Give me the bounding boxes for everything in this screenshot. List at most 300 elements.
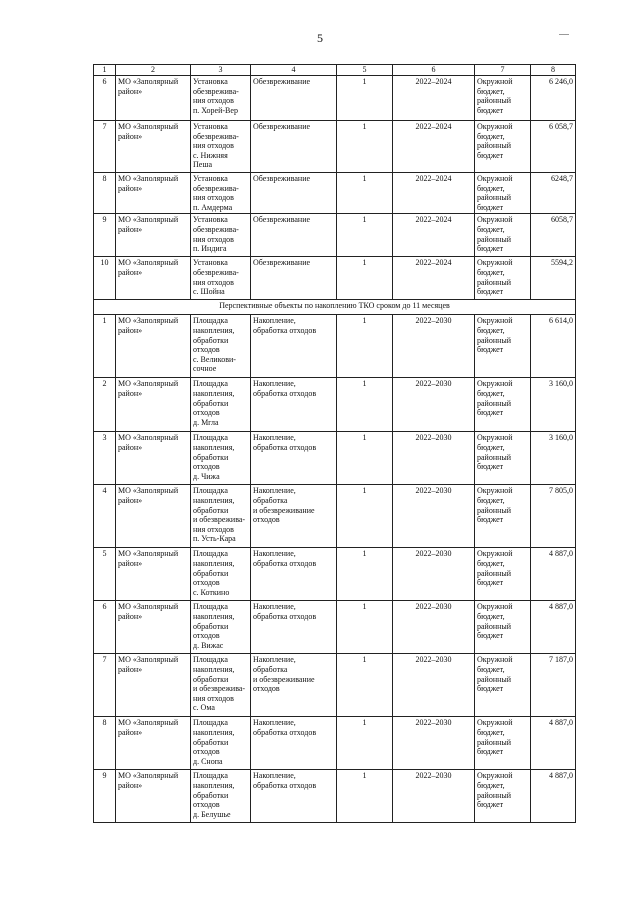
funding-source-cell	[475, 76, 531, 121]
purpose-line: обработка отходов	[253, 442, 317, 452]
purpose-cell	[251, 378, 337, 432]
period-cell: 2022–2030	[393, 548, 475, 601]
amount-cell: 3 160,0	[531, 378, 576, 432]
object-name-line: ния отходов	[193, 693, 234, 703]
municipality-cell	[116, 173, 191, 214]
funding-source-cell	[475, 378, 531, 432]
funding-source-line: бюджет,	[477, 558, 505, 568]
funding-source-cell	[475, 548, 531, 601]
funding-source-cell	[475, 654, 531, 717]
municipality-line: МО «Заполярный	[118, 602, 179, 612]
object-name-line: отходов	[193, 462, 220, 472]
object-name-cell	[191, 121, 251, 173]
object-name-line: обезврежива-	[193, 131, 239, 141]
object-name-line: обработки	[193, 674, 229, 684]
purpose-cell	[251, 214, 337, 257]
object-name-line: отходов	[193, 800, 220, 810]
object-name-cell	[191, 601, 251, 654]
municipality-cell	[116, 315, 191, 378]
table-row	[94, 173, 576, 214]
purpose-line: обработка отходов	[253, 325, 317, 335]
funding-source-cell	[475, 770, 531, 823]
funding-source-line: районный	[477, 568, 512, 578]
purpose-line: обработка отходов	[253, 388, 317, 398]
object-name-line: обработки	[193, 790, 229, 800]
purpose-line: обработка отходов	[253, 558, 317, 568]
quantity-cell: 1	[337, 548, 393, 601]
scan-mark	[559, 34, 569, 35]
object-name-line: ния отходов	[193, 193, 234, 203]
funding-source-line: бюджет	[477, 684, 504, 694]
purpose-line: и обезвреживание	[253, 674, 315, 684]
object-name-line: и обезврежива-	[193, 684, 246, 694]
funding-source-line: бюджет	[477, 105, 504, 115]
funding-source-line: бюджет,	[477, 495, 505, 505]
object-name-line: Установка	[193, 77, 228, 86]
funding-source-line: Окружной	[477, 655, 513, 665]
object-name-line: Площадка	[193, 486, 228, 496]
funding-source-line: бюджет	[477, 578, 504, 588]
amount-cell: 6058,7	[531, 214, 576, 257]
object-name-line: обработки	[193, 621, 229, 631]
row-number-cell: 2	[94, 378, 116, 432]
funding-source-cell	[475, 315, 531, 378]
municipality-line: МО «Заполярный	[118, 258, 179, 268]
table-row	[94, 548, 576, 601]
purpose-line: Обезвреживание	[253, 215, 311, 225]
col-purpose-header: 4	[251, 65, 337, 76]
funding-source-line: Окружной	[477, 122, 513, 131]
municipality-line: район»	[118, 664, 143, 674]
purpose-line: обработка отходов	[253, 727, 317, 737]
object-name-line: накопления,	[193, 325, 235, 335]
funding-source-line: бюджет,	[477, 442, 505, 452]
purpose-line: Накопление,	[253, 718, 296, 728]
quantity-cell: 1	[337, 121, 393, 173]
funding-source-line: районный	[477, 335, 512, 345]
purpose-cell	[251, 601, 337, 654]
period-cell: 2022–2024	[393, 121, 475, 173]
amount-cell: 7 805,0	[531, 485, 576, 548]
object-name-line: с. Великови-	[193, 354, 236, 364]
object-name-line: Установка	[193, 122, 228, 131]
purpose-line: Накопление,	[253, 433, 296, 443]
funding-source-line: районный	[477, 621, 512, 631]
table-row	[94, 315, 576, 378]
object-name-cell	[191, 257, 251, 300]
purpose-cell	[251, 770, 337, 823]
municipality-line: район»	[118, 86, 143, 96]
funding-source-line: бюджет	[477, 462, 504, 472]
funding-source-line: бюджет	[477, 747, 504, 757]
municipality-line: район»	[118, 388, 143, 398]
object-name-cell	[191, 485, 251, 548]
funding-source-cell	[475, 432, 531, 485]
amount-cell: 6 614,0	[531, 315, 576, 378]
municipality-cell	[116, 717, 191, 770]
funding-source-line: районный	[477, 398, 512, 408]
object-name-cell	[191, 173, 251, 214]
object-name-line: накопления,	[193, 664, 235, 674]
quantity-cell: 1	[337, 257, 393, 300]
funding-source-line: районный	[477, 193, 512, 203]
quantity-cell: 1	[337, 717, 393, 770]
funding-source-line: бюджет	[477, 345, 504, 355]
funding-source-line: бюджет,	[477, 664, 505, 674]
table-row	[94, 432, 576, 485]
funding-source-line: бюджет,	[477, 224, 505, 234]
object-name-line: обезврежива-	[193, 224, 239, 234]
object-name-line: Площадка	[193, 655, 228, 665]
funding-source-line: районный	[477, 790, 512, 800]
municipality-cell	[116, 257, 191, 300]
purpose-line: отходов	[253, 515, 280, 525]
object-name-line: обработки	[193, 737, 229, 747]
object-name-line: накопления,	[193, 611, 235, 621]
amount-cell: 4 887,0	[531, 548, 576, 601]
funding-source-line: районный	[477, 96, 512, 106]
object-name-line: накопления,	[193, 388, 235, 398]
object-name-line: Площадка	[193, 316, 228, 326]
object-name-line: д. Чижа	[193, 471, 220, 481]
object-name-line: Пеша	[193, 160, 213, 170]
object-name-line: ния отходов	[193, 96, 234, 106]
object-name-cell	[191, 548, 251, 601]
table-row	[94, 378, 576, 432]
quantity-cell: 1	[337, 315, 393, 378]
funding-source-cell	[475, 121, 531, 173]
amount-cell: 6248,7	[531, 173, 576, 214]
funding-source-line: бюджет	[477, 244, 504, 254]
table-row	[94, 121, 576, 173]
object-name-line: ния отходов	[193, 277, 234, 287]
purpose-cell	[251, 257, 337, 300]
funding-source-line: бюджет	[477, 631, 504, 641]
municipality-cell	[116, 214, 191, 257]
purpose-cell	[251, 654, 337, 717]
object-name-line: накопления,	[193, 727, 235, 737]
funding-source-cell	[475, 601, 531, 654]
col-number-header: 1	[94, 65, 116, 76]
object-name-line: обработки	[193, 505, 229, 515]
quantity-cell: 1	[337, 601, 393, 654]
object-name-line: Площадка	[193, 433, 228, 443]
municipality-line: МО «Заполярный	[118, 655, 179, 665]
purpose-line: обработка отходов	[253, 611, 317, 621]
object-name-line: п. Хорей-Вер	[193, 105, 238, 115]
period-cell: 2022–2030	[393, 485, 475, 548]
funding-source-line: Окружной	[477, 771, 513, 781]
object-name-cell	[191, 717, 251, 770]
funding-source-line: районный	[477, 452, 512, 462]
period-cell: 2022–2030	[393, 432, 475, 485]
municipality-line: МО «Заполярный	[118, 549, 179, 559]
table-row	[94, 485, 576, 548]
quantity-cell: 1	[337, 214, 393, 257]
object-name-line: обезврежива-	[193, 86, 239, 96]
period-cell: 2022–2024	[393, 76, 475, 121]
table-row	[94, 257, 576, 300]
municipality-cell	[116, 76, 191, 121]
object-name-line: накопления,	[193, 780, 235, 790]
table-row	[94, 214, 576, 257]
municipality-cell	[116, 548, 191, 601]
purpose-cell	[251, 548, 337, 601]
section-header-row	[94, 300, 576, 315]
purpose-line: Обезвреживание	[253, 122, 311, 131]
object-name-line: д. Снопа	[193, 756, 223, 766]
funding-source-cell	[475, 173, 531, 214]
municipality-line: МО «Заполярный	[118, 433, 179, 443]
municipality-line: район»	[118, 267, 143, 277]
municipality-line: МО «Заполярный	[118, 771, 179, 781]
existing-objects-rows	[94, 76, 576, 300]
row-number-cell: 6	[94, 601, 116, 654]
funding-source-line: Окружной	[477, 379, 513, 389]
funding-source-cell	[475, 214, 531, 257]
col-period-header: 6	[393, 65, 475, 76]
object-name-cell	[191, 378, 251, 432]
purpose-line: и обезвреживание	[253, 505, 315, 515]
purpose-line: Накопление,	[253, 486, 296, 496]
object-name-line: Площадка	[193, 379, 228, 389]
object-name-cell	[191, 214, 251, 257]
purpose-line: Накопление,	[253, 602, 296, 612]
object-name-line: отходов	[193, 408, 220, 418]
object-name-line: Площадка	[193, 602, 228, 612]
object-name-cell	[191, 432, 251, 485]
row-number-cell: 3	[94, 432, 116, 485]
period-cell: 2022–2030	[393, 770, 475, 823]
purpose-line: Накопление,	[253, 771, 296, 781]
municipality-line: район»	[118, 442, 143, 452]
object-name-line: п. Усть-Кара	[193, 534, 236, 544]
municipality-cell	[116, 432, 191, 485]
funding-source-cell	[475, 485, 531, 548]
municipality-cell	[116, 378, 191, 432]
municipality-cell	[116, 654, 191, 717]
funding-source-line: районный	[477, 234, 512, 244]
municipality-cell	[116, 770, 191, 823]
object-name-line: обработки	[193, 452, 229, 462]
funding-source-line: районный	[477, 277, 512, 287]
funding-source-line: бюджет,	[477, 727, 505, 737]
column-number-row	[94, 65, 576, 76]
funding-source-line: бюджет	[477, 515, 504, 525]
amount-cell: 4 887,0	[531, 770, 576, 823]
funding-source-line: бюджет,	[477, 388, 505, 398]
municipality-cell	[116, 121, 191, 173]
col-budget-header: 7	[475, 65, 531, 76]
municipality-line: МО «Заполярный	[118, 379, 179, 389]
row-number-cell: 8	[94, 717, 116, 770]
row-number-cell: 9	[94, 214, 116, 257]
page-number: 5	[317, 31, 323, 45]
row-number-cell: 4	[94, 485, 116, 548]
quantity-cell: 1	[337, 173, 393, 214]
object-name-line: обработки	[193, 568, 229, 578]
object-name-line: с. Шойна	[193, 287, 225, 297]
amount-cell: 6 058,7	[531, 121, 576, 173]
funding-source-line: бюджет	[477, 408, 504, 418]
amount-cell: 3 160,0	[531, 432, 576, 485]
object-name-line: Установка	[193, 215, 228, 225]
table-row	[94, 654, 576, 717]
purpose-cell	[251, 121, 337, 173]
quantity-cell: 1	[337, 378, 393, 432]
purpose-cell	[251, 76, 337, 121]
funding-source-line: Окружной	[477, 316, 513, 326]
quantity-cell: 1	[337, 76, 393, 121]
row-number-cell: 7	[94, 654, 116, 717]
table-row	[94, 601, 576, 654]
purpose-cell	[251, 485, 337, 548]
object-name-line: ния отходов	[193, 141, 234, 151]
funding-source-line: Окружной	[477, 486, 513, 496]
object-name-line: накопления,	[193, 495, 235, 505]
municipality-line: район»	[118, 780, 143, 790]
object-name-line: д. Мгла	[193, 417, 219, 427]
funding-source-line: бюджет,	[477, 183, 505, 193]
object-name-line: п. Индига	[193, 244, 227, 254]
row-number-cell: 5	[94, 548, 116, 601]
col-municipality-header: 2	[116, 65, 191, 76]
table-row	[94, 717, 576, 770]
municipality-cell	[116, 485, 191, 548]
municipality-line: МО «Заполярный	[118, 215, 179, 225]
period-cell: 2022–2024	[393, 257, 475, 300]
object-name-line: обезврежива-	[193, 267, 239, 277]
purpose-line: Накопление,	[253, 655, 296, 665]
municipality-line: район»	[118, 131, 143, 141]
purpose-line: обработка	[253, 664, 288, 674]
amount-cell: 7 187,0	[531, 654, 576, 717]
funding-source-line: Окружной	[477, 77, 513, 86]
object-name-cell	[191, 654, 251, 717]
purpose-line: Обезвреживание	[253, 174, 311, 183]
funding-source-line: Окружной	[477, 258, 513, 268]
funding-source-line: бюджет,	[477, 611, 505, 621]
funding-source-line: бюджет	[477, 800, 504, 810]
object-name-line: Площадка	[193, 771, 228, 781]
quantity-cell: 1	[337, 654, 393, 717]
funding-source-line: Окружной	[477, 215, 513, 225]
object-name-line: отходов	[193, 747, 220, 757]
amount-cell: 6 246,0	[531, 76, 576, 121]
object-name-line: отходов	[193, 578, 220, 588]
col-quantity-header: 5	[337, 65, 393, 76]
amount-cell: 4 887,0	[531, 717, 576, 770]
object-name-line: с. Ома	[193, 703, 215, 713]
municipality-line: район»	[118, 611, 143, 621]
object-name-line: обезврежива-	[193, 183, 239, 193]
row-number-cell: 9	[94, 770, 116, 823]
funding-source-line: Окружной	[477, 718, 513, 728]
municipality-cell	[116, 601, 191, 654]
object-name-cell	[191, 770, 251, 823]
period-cell: 2022–2030	[393, 654, 475, 717]
funding-source-line: бюджет	[477, 202, 504, 212]
purpose-line: обработка отходов	[253, 780, 317, 790]
funding-source-line: бюджет,	[477, 325, 505, 335]
object-name-line: отходов	[193, 631, 220, 641]
funding-source-line: Окружной	[477, 174, 513, 183]
purpose-line: Обезвреживание	[253, 258, 311, 268]
row-number-cell: 10	[94, 257, 116, 300]
period-cell: 2022–2030	[393, 601, 475, 654]
object-name-line: обработки	[193, 398, 229, 408]
row-number-cell: 1	[94, 315, 116, 378]
funding-source-cell	[475, 257, 531, 300]
period-cell: 2022–2030	[393, 378, 475, 432]
object-name-cell	[191, 315, 251, 378]
period-cell: 2022–2024	[393, 173, 475, 214]
col-sum-header: 8	[531, 65, 576, 76]
purpose-cell	[251, 432, 337, 485]
purpose-line: Накопление,	[253, 379, 296, 389]
funding-source-line: Окружной	[477, 602, 513, 612]
object-name-line: ния отходов	[193, 234, 234, 244]
funding-source-line: Окружной	[477, 433, 513, 443]
amount-cell: 5594,2	[531, 257, 576, 300]
municipality-line: МО «Заполярный	[118, 77, 179, 86]
object-name-line: ния отходов	[193, 524, 234, 534]
funding-source-line: бюджет	[477, 287, 504, 297]
funding-source-line: бюджет,	[477, 86, 505, 96]
municipality-line: район»	[118, 325, 143, 335]
row-number-cell: 6	[94, 76, 116, 121]
purpose-line: Накопление,	[253, 549, 296, 559]
object-name-line: с. Коткино	[193, 587, 230, 597]
funding-source-line: районный	[477, 141, 512, 151]
municipality-line: район»	[118, 495, 143, 505]
table-row	[94, 76, 576, 121]
funding-source-line: бюджет,	[477, 267, 505, 277]
funding-source-line: районный	[477, 505, 512, 515]
quantity-cell: 1	[337, 432, 393, 485]
purpose-cell	[251, 315, 337, 378]
object-name-line: Установка	[193, 258, 228, 268]
purpose-line: отходов	[253, 684, 280, 694]
col-object-header: 3	[191, 65, 251, 76]
purpose-line: Обезвреживание	[253, 77, 311, 86]
funding-source-line: Окружной	[477, 549, 513, 559]
object-name-line: п. Амдерма	[193, 202, 233, 212]
funding-source-cell	[475, 717, 531, 770]
municipality-line: район»	[118, 727, 143, 737]
table-row	[94, 770, 576, 823]
object-name-line: Площадка	[193, 549, 228, 559]
municipality-line: МО «Заполярный	[118, 486, 179, 496]
section-title: Перспективные объекты по накоплению ТКО сроком до 11 месяцев	[94, 300, 576, 315]
funding-source-line: бюджет	[477, 150, 504, 160]
object-name-line: Площадка	[193, 718, 228, 728]
object-name-line: накопления,	[193, 442, 235, 452]
municipality-line: район»	[118, 224, 143, 234]
municipality-line: МО «Заполярный	[118, 122, 179, 131]
row-number-cell: 7	[94, 121, 116, 173]
municipality-line: район»	[118, 558, 143, 568]
funding-source-line: районный	[477, 674, 512, 684]
object-name-line: с. Нижняя	[193, 150, 228, 160]
object-name-cell	[191, 76, 251, 121]
funding-source-line: районный	[477, 737, 512, 747]
purpose-line: обработка	[253, 495, 288, 505]
section-header-group	[94, 300, 576, 315]
municipality-line: МО «Заполярный	[118, 718, 179, 728]
object-name-line: д. Белушье	[193, 809, 231, 819]
row-number-cell: 8	[94, 173, 116, 214]
